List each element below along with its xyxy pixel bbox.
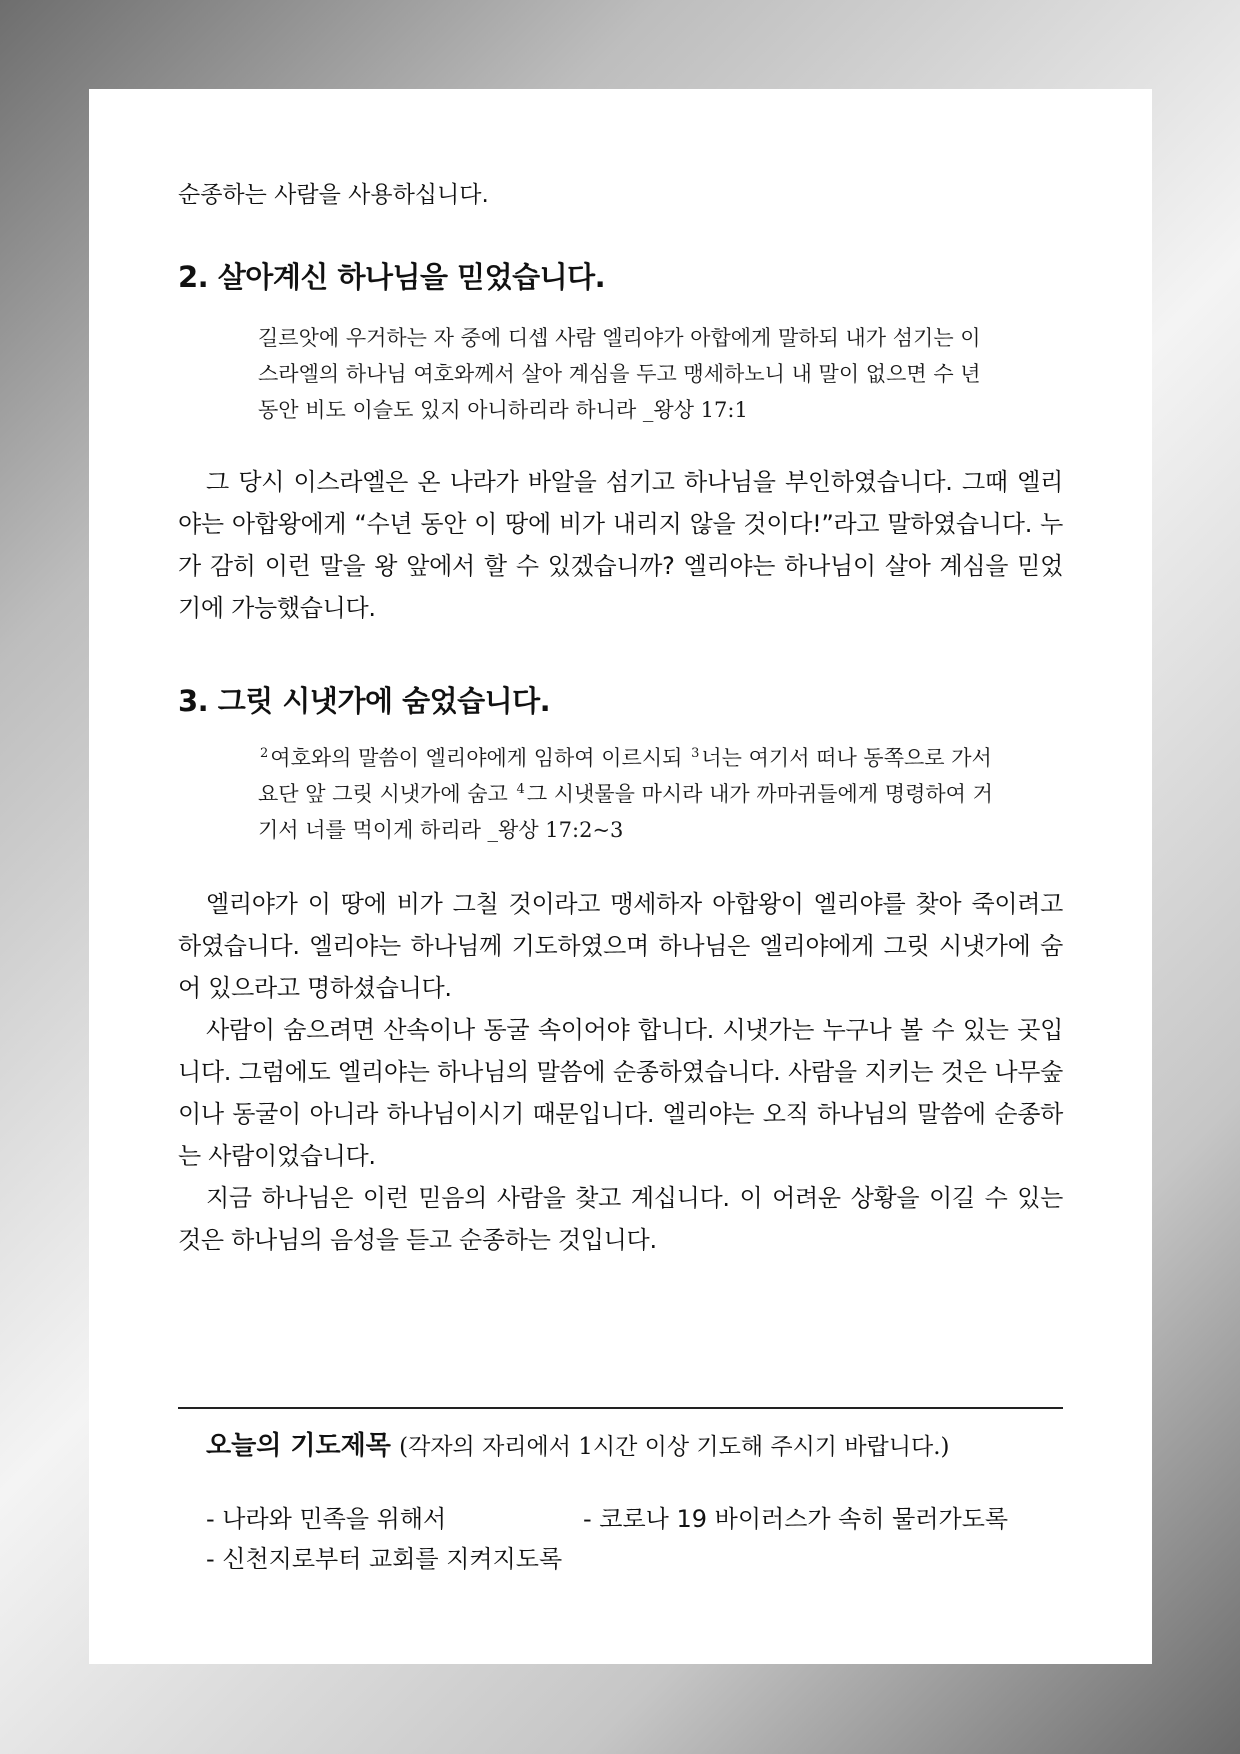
section-2-body	[178, 461, 1063, 629]
section-3-paragraph: 사람이 숨으려면 산속이나 동굴 속이어야 합니다. 시냇가는 누구나 볼 수 있는 곳입니다. 그럼에도 엘리야는 하나님의 말씀에 순종하였습니다. 사람을 지키는 것은 나무숲이나 동굴이 아니라 하나님이시기 때문입니다. 엘리야는 오직 하나님의 말씀에 순종하는 사람이었습니다.	[178, 1016, 1063, 1170]
prayer-item: - 신천지로부터 교회를 지켜지도록	[206, 1545, 563, 1573]
section-3-scripture-quote	[258, 740, 998, 848]
prayer-item: - 코로나 19 바이러스가 속히 물러가도록	[583, 1505, 1009, 1533]
verse-number: 3	[691, 746, 700, 761]
section-2-paragraph: 그 당시 이스라엘은 온 나라가 바알을 섬기고 하나님을 부인하였습니다. 그때 엘리야는 아합왕에게 “수년 동안 이 땅에 비가 내리지 않을 것이다!”라고 말하였습니다. 누가 감히 이런 말을 왕 앞에서 할 수 있겠습니까? 엘리야는 하나님이 살아 계심을 믿었기에 가능했습니다.	[178, 468, 1063, 622]
section-divider	[178, 1407, 1063, 1409]
verse-number: 2	[260, 746, 269, 761]
prayer-title: 오늘의 기도제목	[206, 1431, 391, 1461]
section-3-heading: 3. 그릿 시냇가에 숨었습니다.	[178, 684, 551, 718]
verse-text: 여호와의 말씀이 엘리야에게 임하여 이르시되	[270, 746, 683, 770]
prayer-title-row	[206, 1425, 949, 1468]
section-2-heading: 2. 살아계신 하나님을 믿었습니다.	[178, 260, 606, 294]
prayer-note: (각자의 자리에서 1시간 이상 기도해 주시기 바랍니다.)	[399, 1434, 950, 1460]
verse-text: 그 시냇물을 마시라 내가 까마귀들에게 명령하여 거기서 너를 먹이게 하리라 _왕상 17:2~3	[258, 782, 993, 842]
section-3-paragraph: 엘리야가 이 땅에 비가 그칠 것이라고 맹세하자 아합왕이 엘리야를 찾아 죽이려고 하였습니다. 엘리야는 하나님께 기도하였으며 하나님은 엘리야에게 그릿 시냇가에 숨어 있으라고 명하셨습니다.	[178, 890, 1063, 1002]
section-3-body	[178, 883, 1063, 1261]
lead-text: 순종하는 사람을 사용하십니다.	[178, 182, 489, 208]
document-page	[89, 89, 1152, 1664]
verse-text: 너는 여기서 떠나 동쪽으로 가서 요단 앞 그릿 시냇가에 숨고	[258, 746, 992, 806]
section-2-scripture-quote: 길르앗에 우거하는 자 중에 디셉 사람 엘리야가 아합에게 말하되 내가 섬기는 이스라엘의 하나님 여호와께서 살아 계심을 두고 맹세하노니 내 말이 없으면 수 년 동안 비도 이슬도 있지 아니하리라 하니라 _왕상 17:1	[258, 326, 981, 422]
prayer-item: - 나라와 민족을 위해서	[206, 1505, 447, 1533]
section-3-paragraph: 지금 하나님은 이런 믿음의 사람을 찾고 계십니다. 이 어려운 상황을 이길 수 있는 것은 하나님의 음성을 듣고 순종하는 것입니다.	[178, 1184, 1063, 1254]
verse-number: 4	[516, 782, 525, 797]
